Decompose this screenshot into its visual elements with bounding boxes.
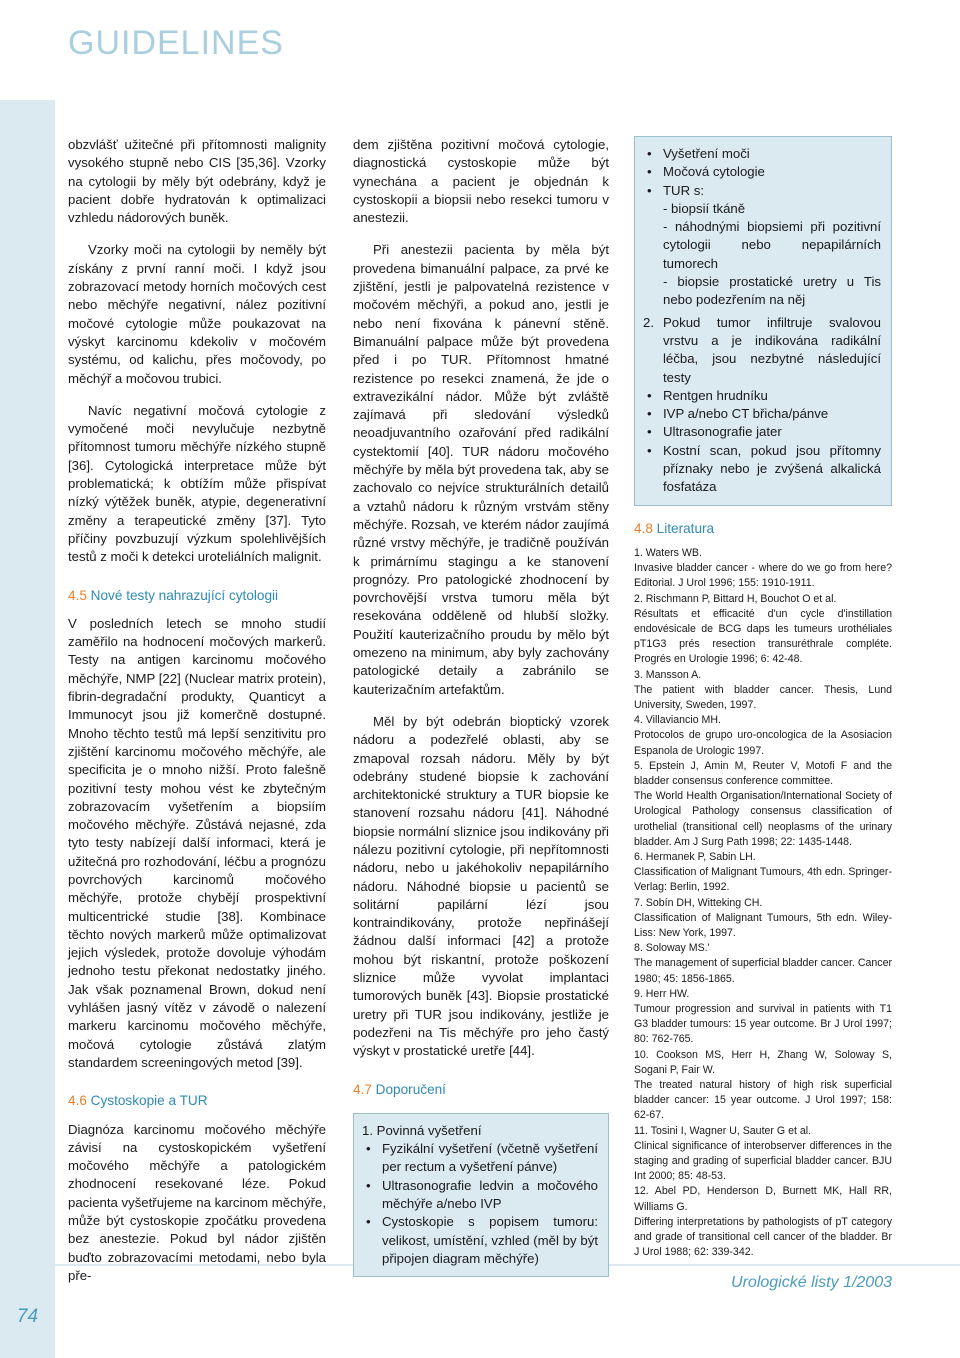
paragraph: Navíc negativní močová cytologie z vymočené moči nevylučuje nezbytně přítomnost tumoru měchýře nízkého stupně [36]. Cytologická interpretace může být problematická; k obtížím může přispívat nízký výtěžek buněk, atypie, degenerativní změny a terapeutické změny [37]. Tyto příčiny povzbuzují výzkum spolehlivějších testů z moči k detekci uroteliálních malignit. [68, 402, 326, 565]
reference-line: Differing interpretations by pathologists of pT category and grade of transitional cell cancer of the bladder. Br J Urol 1988; 62: 339-342. [634, 1215, 892, 1259]
reference-line: Protocolos de grupo uro-oncologica de la Asosiacion Espanola de Urologic 1997. [634, 729, 892, 757]
section-number: 4.7 [353, 1081, 372, 1097]
reference-line: 12. Abel PD, Henderson D, Burnett MK, Hall RR, Williams G. [634, 1185, 892, 1213]
left-margin-band [0, 100, 55, 1358]
reference-line: 7. Sobín DH, Witteking CH. [634, 896, 763, 909]
recommendations-box-part-2 [634, 136, 892, 506]
section-heading-4-7 [353, 1081, 609, 1099]
column-2 [353, 136, 609, 1277]
section-heading-text: Cystoskopie a TUR [86, 1093, 208, 1109]
section-number: 4.8 [634, 520, 653, 536]
section-heading-4-8 [634, 520, 892, 538]
recommendations-box-part-1 [353, 1113, 609, 1277]
reference-line: 5. Epstein J, Amin M, Reuter V, Motofi F and the bladder consensus conference committee. [634, 759, 892, 787]
reference-line: The patient with bladder cancer. Thesis, Lund University, Sweden, 1997. [634, 683, 892, 711]
column-1 [68, 136, 326, 1299]
reference-line: Résultats et efficacité d'un cycle d'instillation endovésicale de BCG daps les tumeurs urothéliales pT1G3 prés resection transuréthrale compléte. Progrés en Urologie 1996; 6: 42-48. [634, 607, 892, 666]
reference-line: Classification of Malignant Tumours, 4th edn. Springer-Verlag: Berlin, 1992. [634, 866, 892, 894]
list-item: • TUR s: [643, 182, 881, 200]
section-heading-text: Nové testy nahrazující cytologii [86, 587, 279, 603]
list-item: • Kostní scan, pokud jsou přítomny příznaky nebo je zvýšená alkalická fosfatáza [643, 442, 881, 497]
reference-line: The World Health Organisation/International Society of Urological Pathology consensus classification of urothelial (transitional cell) neoplasms of the urinary bladder. Am J Surg Path 1998; 22: 1435-1448. [634, 790, 892, 848]
reference-line: 3. Mansson A. [634, 668, 702, 681]
section-number: 4.6 [68, 1093, 87, 1109]
sub-item: - biopsií tkáně [663, 200, 746, 216]
paragraph: V posledních letech se mnoho studií zaměřilo na hodnocení močových markerů. Testy na antigen karcinomu močového měchýře, NMP [22] (Nuclear matrix protein), fibrin-degradační produkty, Quanticyt a Immunocyt jsou již komerčně dostupné. Mnoho těchto testů má lepší senzitivitu pro zjištění karcinomu močového měchýře, ale specificita je o mnoho nižší. Proto falešně pozitivní testy mohou vést ke zbytečným zobrazovacím vyšetřením a biopsiím močového měchýře. Zůstává nejasné, zda tyto testy nabízejí další informaci, která je užitečná pro rozhodování, léčbu a prognózu povrchových karcinomů močového měchýře, protože chybějí prospektivní multicentrické studie [38]. Kombinace těchto nových markerů může optimalizovat jejich výsledek, protože dovoluje výhodám jednoho testu překonat nedostatky jiného. Jak však poznamenal Brown, dokud není vyhlášen jasný vítěz v závodě o nalezení markeru karcinomu močového měchýře, močová cytologie zůstává zlatým standardem screeningových metod [39]. [68, 615, 326, 1070]
list-item: • Fyzikální vyšetření (včetně vyšetření per rectum a vyšetření pánve) [362, 1140, 598, 1177]
sub-item: - náhodnými biopsiemi při pozitivní cytologii nebo nepapilárních tumorech [663, 219, 881, 271]
reference-list [634, 546, 892, 1261]
item-number: 2. [643, 314, 654, 330]
paragraph: Při anestezii pacienta by měla být provedena bimanuální palpace, za prvé ke zjištění, jestli je palpovatelná rezistence v močovém měchýři, a pokud ano, jestli je nebo není fixována k pánevní stěně. Bimanuální palpace může být provedena před i po TUR. Přítomnost hmatné rezistence po resekci znamená, že jde o extravezikální nádor. Může být zvláště zajímavá při sledování výsledků neoadjuvantního ozařování před radikální cystektomií [40]. TUR nádoru močového měchýře by měla být provedena tak, aby se zachovalo co nejvíce strukturálních detailů a vztahů nádoru k různým vrstvám stěny měchýře. Rozsah, ve kterém nádor zaujímá různé vrstvy měchýře, je tradičně používán k primárnímu stagingu a ke stanovení prognózy. Pro patologické zhodnocení by povrchovější vrstva tumoru měla být resekována odděleně od hlubší složky. Použití kauterizačního proudu by mělo být omezeno na minimum, aby byly zachovány patologické detaily a zabránilo se kauterizačním artefaktům. [353, 242, 609, 697]
paragraph: dem zjištěna pozitivní močová cytologie, diagnostická cystoskopie může být vynechána a pacient je objednán k cystoskopii a biopsii nebo resekci tumoru v anestezii. [353, 137, 609, 226]
column-3 [634, 136, 892, 1260]
reference-line: 8. Soloway MS.' [634, 942, 710, 955]
page-number: 74 [16, 1306, 39, 1327]
list-item: • Močová cytologie [643, 163, 881, 181]
section-heading-4-5 [68, 587, 326, 605]
paragraph: Měl by být odebrán bioptický vzorek nádoru a podezřelé oblasti, aby se zmapoval rozsah nádoru. Měly by být odebrány studené biopsie k zachování architektonické struktury a TUR biopsie ke stanovení rozsahu nádoru [41]. Náhodné biopsie normální sliznice jsou indikovány při nálezu pozitivní cytologie, při nepřítomnosti nádoru, nebo u jakéhokoliv nepapilárního nádoru. Náhodné biopsie u pacientů se solitární papilární lézí jsou kontraindikovány, protože nepřinášejí žádnou další informaci [42] a protože mohou být riskantní, protože poškození sliznice může vyvolat implantaci tumorových buněk [43]. Biopsie prostatické uretry při TUR jsou indikovány, jestliže je podezřeni na Tis měchýře pro jeho častý výskyt v prostatické uretře [44]. [353, 713, 609, 1059]
reference-line: The treated natural history of high risk superficial bladder cancer: 15 year outcome. J Urol 1997; 158: 62-67. [634, 1079, 892, 1122]
reference-line: 2. Rischmann P, Bittard H, Bouchot O et al. [634, 592, 837, 605]
paragraph: Diagnóza karcinomu močového měchýře závisí na cystoskopickém vyšetření močového měchýře a patologickém zhodnocení resekované léze. Pokud pacienta vyšetřujeme na karcinom měchýře, může být cystoskopie zpočátku provedena bez anestezie. Pokud byl nádor zjištěn buďto zobrazovacími metodami, nebo byla pře- [68, 1121, 326, 1283]
list-item: • Cystoskopie s popisem tumoru: velikost, umístění, vzhled (měl by být připojen diagram měchýře) [362, 1213, 598, 1268]
reference-line: 10. Cookson MS, Herr H, Zhang W, Soloway S, Sogani P, Fair W. [634, 1048, 892, 1076]
reference-line: 6. Hermanek P, Sabin LH. [634, 851, 756, 863]
section-heading-text: Doporučení [371, 1081, 446, 1097]
reference-line: Tumour progression and survival in patients with T1 G3 bladder tumours: 15 year outcome. Br J Urol 1997; 80: 762-765. [634, 1003, 892, 1046]
numbered-heading [643, 314, 881, 387]
section-heading-4-6 [68, 1092, 326, 1110]
paragraph: obzvlášť užitečné při přítomnosti malignity vysokého stupně nebo CIS [35,36]. Vzorky na cytologii by měly být odebrány, když je pacient dobře hydratován k optimalizaci vzhledu nádorových buněk. [68, 137, 326, 226]
reference-line: Classification of Malignant Tumours, 5th edn. Wiley-Liss: New York, 1997. [634, 911, 892, 940]
paragraph: Vzorky moči na cytologii by neměly být získány z první ranní moči. I když jsou zobrazovací metody horních močových cest nebo měchýře negativní, nález pozitivní močové cytologie může poukazovat na výskyt karcinomu kdekoliv v močovém systému, od kalichu, přes močovody, po měchýř a močovou trubici. [68, 242, 326, 386]
list-item: • Ultrasonografie jater [643, 423, 881, 441]
reference-line: Clinical significance of interobserver differences in the staging and grading of superficial bladder cancer. BJU Int 2000; 85: 48-53. [634, 1139, 892, 1183]
journal-name: Urologické listy 1/2003 [731, 1274, 892, 1291]
section-number: 4.5 [68, 587, 87, 603]
reference-line: Invasive bladder cancer - where do we go from here? Editorial. J Urol 1996; 155: 1910-1911. [634, 562, 892, 590]
section-heading-text: Literatura [652, 520, 715, 536]
page-header [0, 0, 960, 100]
reference-line: 4. Villaviancio MH. [634, 714, 721, 727]
list-item: • IVP a/nebo CT břicha/pánve [643, 405, 881, 423]
section-title: GUIDELINES [68, 24, 284, 62]
list-item: • Vyšetření moči [643, 145, 881, 163]
reference-line: 1. Waters WB. [634, 546, 702, 559]
reference-line: The management of superficial bladder cancer. Cancer 1980; 45: 1856-1865. [634, 957, 892, 985]
sub-item: - biopsie prostatické uretry u Tis nebo podezřením na něj [663, 274, 881, 308]
reference-line: 9. Herr HW. [634, 987, 690, 1000]
list-item: • Ultrasonografie ledvin a močového měchýře a/nebo IVP [362, 1177, 598, 1214]
box-heading: 1. Povinná vyšetření [362, 1122, 482, 1138]
reference-line: 11. Tosini I, Wagner U, Sauter G et al. [634, 1124, 812, 1137]
list-item: • Rentgen hrudníku [643, 387, 881, 405]
box-heading-2: Pokud tumor infiltruje svalovou vrstvu a je indikována radikální léčba, jsou nezbytné následující testy [663, 314, 881, 385]
